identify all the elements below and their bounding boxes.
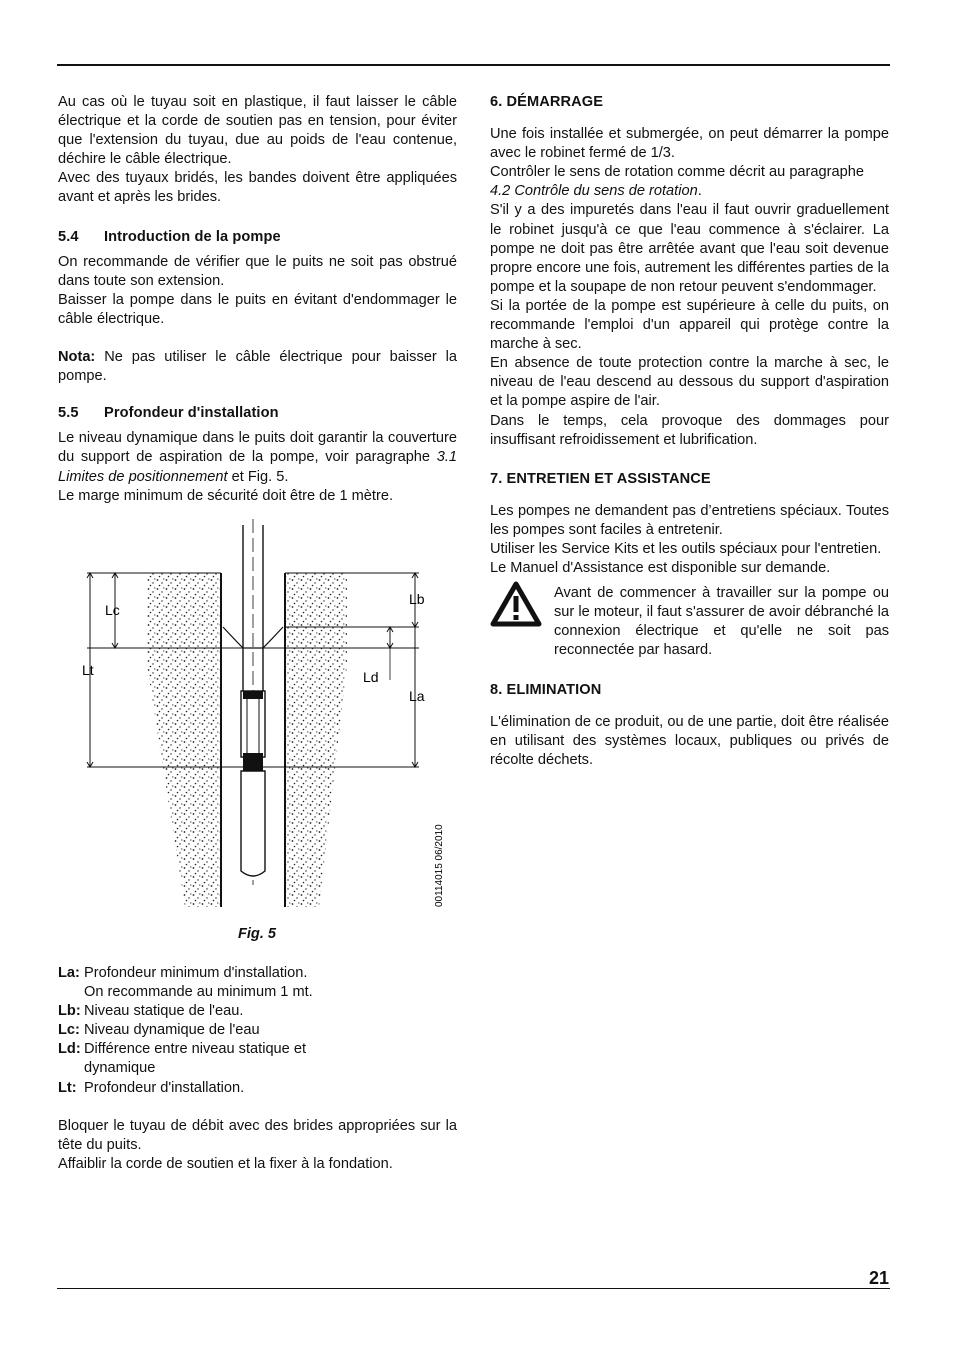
s8-paragraph-1: L'élimination de ce produit, ou de une partie, doit être réalisée en utilisant des systèmes locaux, publiques ou privés de récolte déchets. [490,713,889,768]
legend-text: Différence entre niveau statique et [84,1041,307,1058]
legend-text-2: dynamique [84,1060,156,1077]
well-installation-figure [57,515,457,915]
section-title: Profondeur d'installation [104,405,279,422]
legend-lb [58,1002,457,1021]
closing-paragraph-1: Bloquer le tuyau de débit avec des brides appropriées sur la tête du puits. [58,1117,457,1153]
label-lt: Lt [82,662,94,678]
label-lb: Lb [409,591,425,607]
legend-text: Niveau dynamique de l'eau [84,1022,260,1039]
s6-paragraph-5: En absence de toute protection contre la marche à sec, le niveau de l'eau descend au dessous du support d'aspiration et la pompe aspire de l'air. [490,355,889,410]
label-la: La [409,688,425,704]
legend-text-2: On recommande au minimum 1 mt. [84,984,313,1001]
s55-text-b: et Fig. 5. [227,468,289,485]
s7-paragraph-2: Utiliser les Service Kits et les outils spéciaux pour l'entretien. [490,540,882,557]
legend-lc [58,1021,457,1040]
section-6-heading: 6. DÉMARRAGE [490,94,604,110]
s6-text-end: . [697,183,702,200]
s6-reference: 4.2 Contrôle du sens de rotation [490,183,698,200]
legend-text: Profondeur minimum d'installation. [84,965,308,981]
page-number: 21 [868,1268,889,1288]
s6-paragraph-3: S'il y a des impuretés dans l'eau il faut ouvrir graduellement le robinet jusqu'à ce que l'eau commence à s'éclairer. La pompe ne doit pas être arrêtée avant que l'eau soit devenue propre encore une fois, autrement les différentes parties de la pompe et la soupape de non retour peuvent s'endommager. [490,202,889,295]
s55-reference: 3.1 Limites de positionnement [58,449,457,485]
left-column-lower [58,964,457,1174]
warning-text: Avant de commencer à travailler sur la pompe ou sur le moteur, il faut s'assurer de avoir débranché la connexion électrique et qu'elle ne soit pas reconnectée par hasard. [554,585,889,659]
s55-text-a: Le niveau dynamique dans le puits doit garantir la couverture du support de aspiration de la pompe, voir paragraphe [58,430,457,466]
warning-triangle-icon [490,581,542,627]
legend-key: Lc: [58,1022,80,1039]
bottom-rule [57,1288,890,1289]
pump-body [241,691,265,757]
top-rule [57,64,890,66]
right-column [490,93,889,770]
s7-paragraph-3: Le Manuel d'Assistance est disponible sur demande. [490,560,831,577]
label-ld: Ld [363,669,379,685]
legend-key: Ld: [58,1041,81,1058]
s6-paragraph-1: Une fois installée et submergée, on peut démarrer la pompe avec le robinet fermé de 1/3. [490,126,889,162]
legend-la [58,964,457,1002]
soil-right [285,573,347,907]
s55-paragraph-2: Le marge minimum de sécurité doit être de 1 mètre. [58,487,393,504]
legend-key: La: [58,965,80,981]
closing-paragraph-2: Affaiblir la corde de soutien et la fixer à la fondation. [58,1155,393,1172]
section-number: 5.4 [58,228,79,245]
warning-block [490,584,889,660]
s54-paragraph-2: Baisser la pompe dans le puits en évitant d'endommager le câble électrique. [58,291,457,327]
note-text: Ne pas utiliser le câble électrique pour baisser la pompe. [58,349,457,385]
note-label: Nota: [58,349,96,366]
well-diagram [57,515,457,915]
section-8-heading: 8. ELIMINATION [490,681,602,698]
figure-caption: Fig. 5 [237,926,277,942]
legend-text: Profondeur d'installation. [84,1079,245,1096]
section-5-5-heading [58,404,457,423]
legend-ld [58,1040,457,1078]
soil-left [147,573,221,907]
motor-body [241,771,265,876]
figure-code: 00114015 06/2010 [434,824,445,907]
s55-paragraph-1 [58,429,457,486]
legend-key: Lb: [58,1003,81,1020]
s6-paragraph-4: Si la portée de la pompe est supérieure à celle du puits, on recommande l'emploi d'un appareil qui protège contre la marche à sec. [490,297,889,353]
intro-paragraph-2: Avec des tuyaux bridés, les bandes doivent être appliquées avant et après les brides. [58,170,457,206]
s6-paragraph-2 [490,163,889,201]
section-title: Introduction de la pompe [104,228,281,245]
section-7-heading: 7. ENTRETIEN ET ASSISTANCE [490,470,711,487]
legend-lt [58,1079,457,1098]
s54-note [58,348,457,386]
s6-text: Contrôler le sens de rotation comme décrit au paragraphe [490,164,864,181]
s6-paragraph-6: Dans le temps, cela provoque des dommages pour insuffisant refroidissement et lubrification. [490,412,889,448]
left-column [58,93,457,506]
legend-key: Lt: [58,1079,77,1096]
legend-text: Niveau statique de l'eau. [84,1003,244,1020]
label-lc: Lc [105,602,120,618]
intro-paragraph-1: Au cas où le tuyau soit en plastique, il faut laisser le câble électrique et la corde de soutien pas en tension, pour éviter que l'extension du tuyau, due au poids de l'eau contenue, déchire le câble électrique. [58,94,457,168]
section-5-4-heading [58,228,457,247]
section-number: 5.5 [58,405,79,422]
s54-paragraph-1: On recommande de vérifier que le puits ne soit pas obstrué dans toute son extension. [58,253,457,289]
s7-paragraph-1: Les pompes ne demandent pas d’entretiens spéciaux. Toutes les pompes sont faciles à entretenir. [490,502,889,538]
